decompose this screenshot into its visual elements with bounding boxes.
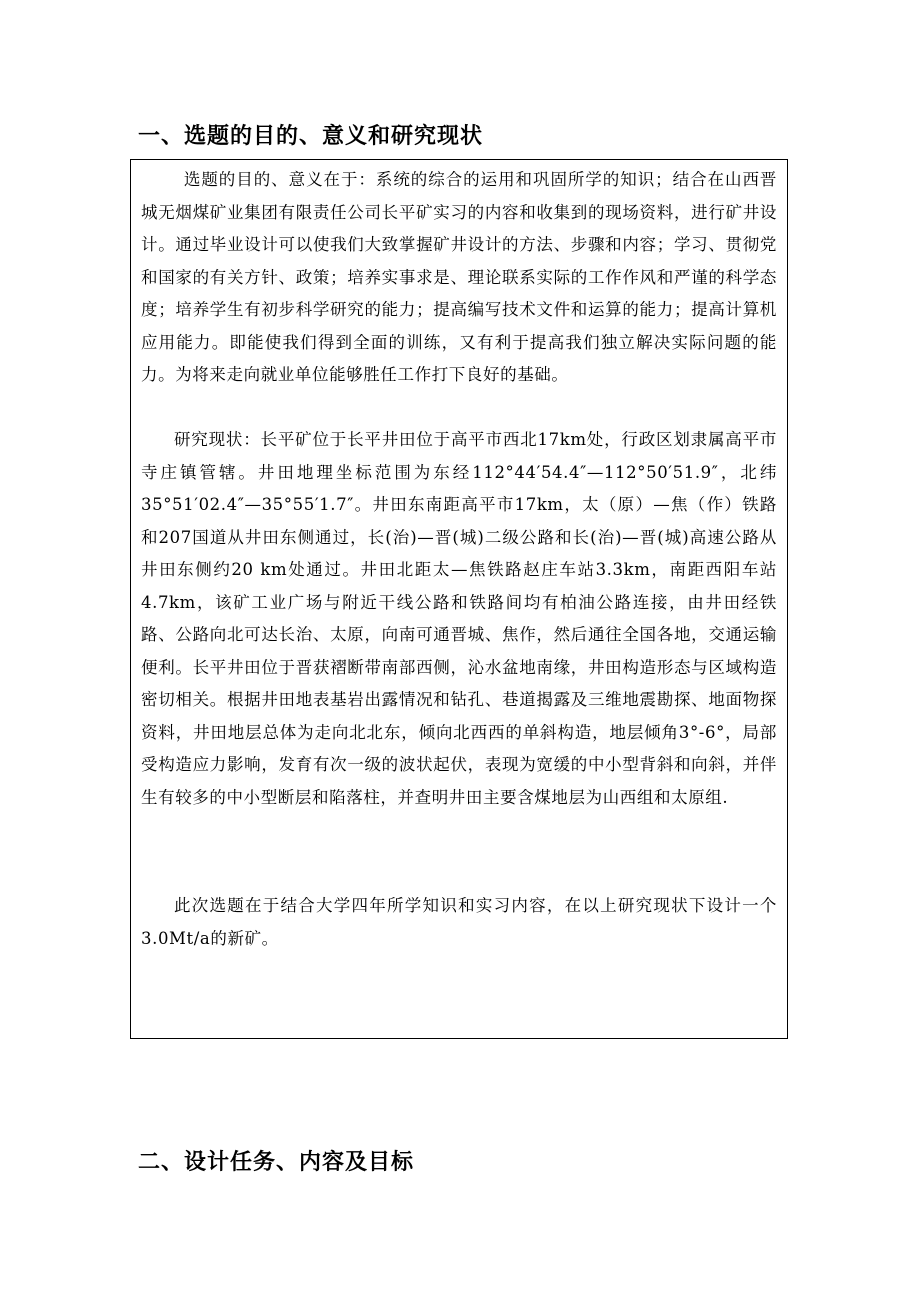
section-heading-purpose-significance-status: 一、选题的目的、意义和研究现状 (138, 124, 484, 149)
content-box (130, 159, 788, 1039)
paragraph-research-status: 研究现状：长平矿位于长平井田位于高平市西北17km处，行政区划隶属高平市寺庄镇管辖。井田地理坐标范围为东经112°44′54.4″—112°50′51.9″，北纬35°51′02.4″—35°55′1.7″。井田东南距高平市17km，太（原）—焦（作）铁路和207国道从井田东侧通过，长(治)—晋(城)二级公路和长(治)—晋(城)高速公路从井田东侧约20 km处通过。井田北距太—焦铁路赵庄车站3.3km，南距西阳车站4.7km，该矿工业广场与附近干线公路和铁路间均有柏油公路连接，由井田经铁路、公路向北可达长治、太原，向南可通晋城、焦作，然后通往全国各地，交通运输便利。长平井田位于晋获褶断带南部西侧，沁水盆地南缘，井田构造形态与区域构造密切相关。根据井田地表基岩出露情况和钻孔、巷道揭露及三维地震勘探、地面物探资料，井田地层总体为走向北北东，倾向北西西的单斜构造，地层倾角3°-6°，局部受构造应力影响，发育有次一级的波状起伏，表现为宽缓的中小型背斜和向斜，并伴生有较多的中小型断层和陷落柱，并查明井田主要含煤地层为山西组和太原组. (141, 430, 777, 807)
paragraph-purpose-significance: 选题的目的、意义在于：系统的综合的运用和巩固所学的知识；结合在山西晋城无烟煤矿业集团有限责任公司长平矿实习的内容和收集到的现场资料，进行矿井设计。通过毕业设计可以使我们大致掌握矿井设计的方法、步骤和内容；学习、贯彻党和国家的有关方针、政策；培养实事求是、理论联系实际的工作作风和严谨的科学态度；培养学生有初步科学研究的能力；提高编写技术文件和运算的能力；提高计算机应用能力。即能使我们得到全面的训练，又有利于提高我们独立解决实际问题的能力。为将来走向就业单位能够胜任工作打下良好的基础。 (141, 170, 777, 384)
paragraph-design-plan: 此次选题在于结合大学四年所学知识和实习内容，在以上研究现状下设计一个3.0Mt/a的新矿。 (141, 896, 777, 948)
section-heading-design-tasks: 二、设计任务、内容及目标 (138, 1150, 415, 1175)
